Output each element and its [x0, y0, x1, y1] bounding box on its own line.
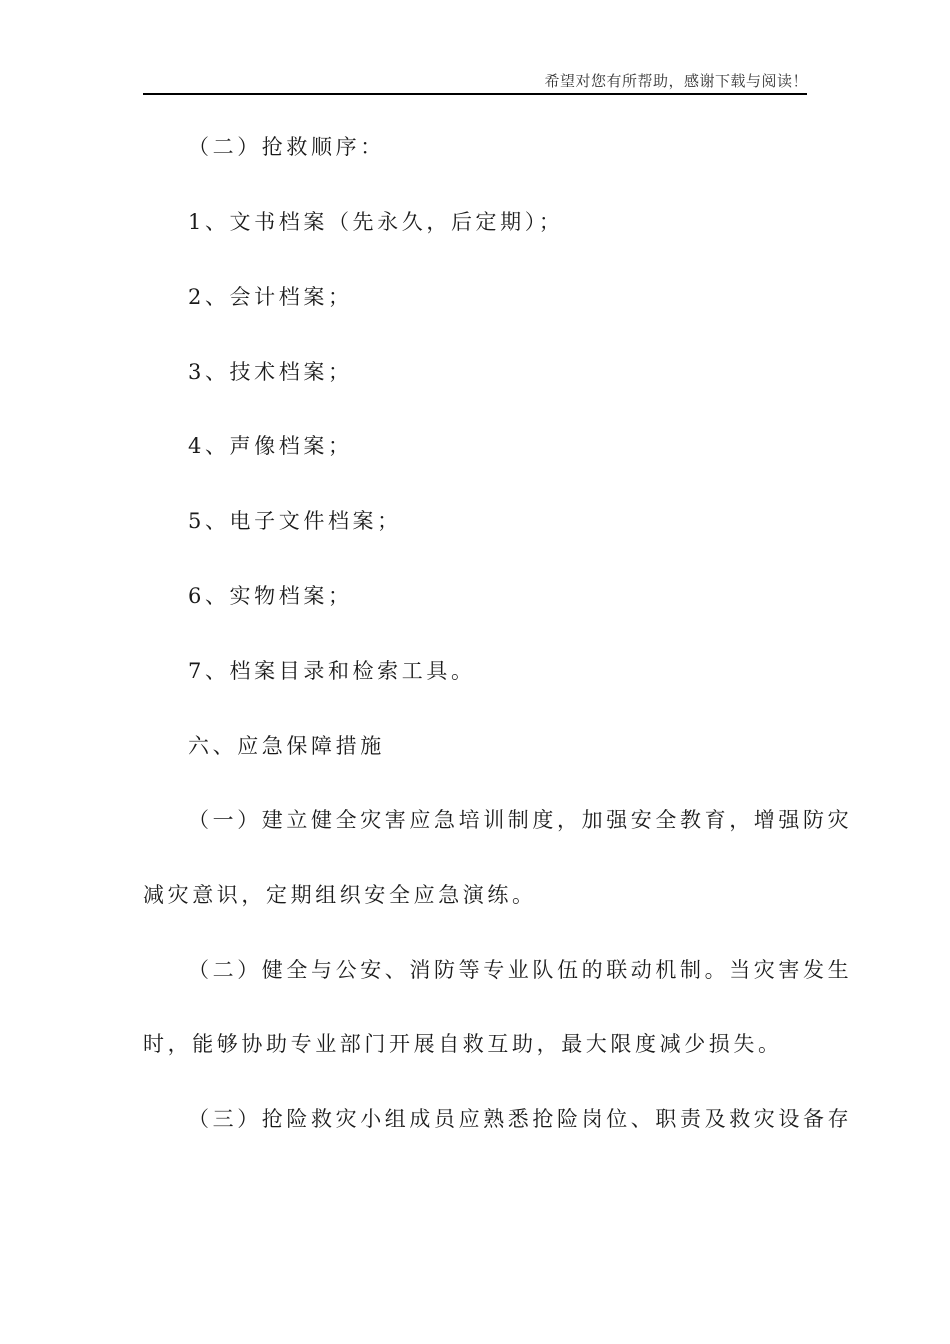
paragraph-line: （三）抢险救灾小组成员应熟悉抢险岗位、职责及救灾设备存 — [188, 1107, 853, 1131]
section-heading-rescue-order: （二）抢救顺序： — [188, 135, 385, 159]
paragraph-line: 减灾意识，定期组织安全应急演练。 — [143, 883, 537, 907]
paragraph-line: 时，能够协助专业部门开展自救互助，最大限度减少损失。 — [143, 1032, 783, 1056]
list-item: 3、技术档案； — [188, 360, 353, 384]
paragraph-line: （一）建立健全灾害应急培训制度，加强安全教育，增强防灾 — [188, 808, 853, 832]
list-item: 1、文书档案（先永久，后定期）； — [188, 210, 564, 234]
page-header-text: 希望对您有所帮助，感谢下载与阅读！ — [544, 72, 808, 90]
list-item: 6、实物档案； — [188, 584, 353, 608]
list-item: 4、声像档案； — [188, 434, 353, 458]
list-item: 5、电子文件档案； — [188, 509, 402, 533]
list-item: 7、档案目录和检索工具。 — [188, 659, 476, 683]
list-item: 2、会计档案； — [188, 285, 353, 309]
paragraph-line: （二）健全与公安、消防等专业队伍的联动机制。当灾害发生 — [188, 958, 853, 982]
header-divider — [143, 93, 807, 95]
section-heading-emergency-measures: 六、应急保障措施 — [188, 734, 385, 758]
